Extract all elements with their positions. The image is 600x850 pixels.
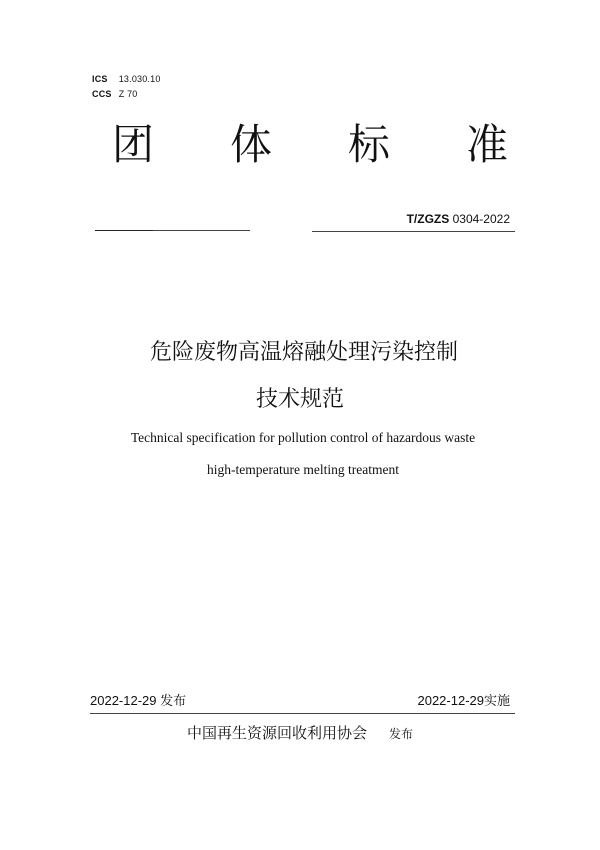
implementation-date-word: 实施	[483, 694, 510, 709]
title-english-line-2: high-temperature melting treatment	[207, 462, 399, 477]
ccs-code	[92, 89, 138, 99]
ics-value: 13.030.10	[118, 74, 161, 84]
ccs-label: CCS	[92, 89, 112, 99]
publisher	[0, 722, 600, 745]
issue-date	[90, 690, 186, 709]
title-english-line-1: Technical specification for pollution control of hazardous waste	[130, 430, 476, 445]
ics-code	[92, 74, 161, 84]
standard-type-char-2: 体	[229, 120, 272, 169]
standard-number-value: 0304-2022	[452, 212, 510, 226]
standard-type-char-1: 团	[112, 120, 155, 169]
ccs-value: Z 70	[118, 89, 138, 99]
standard-type-char-3: 标	[347, 120, 390, 169]
title-chinese-line-1: 危险废物高温熔融处理污染控制	[149, 340, 458, 365]
ics-label: ICS	[92, 74, 108, 84]
standard-number-prefix: T/ZGZS	[406, 212, 450, 226]
publisher-name: 中国再生资源回收利用协会	[186, 724, 367, 742]
issue-date-word: 发布	[160, 694, 187, 709]
publisher-word: 发布	[389, 727, 414, 741]
standard-type-heading	[112, 120, 508, 170]
header-divider-left-accent	[95, 230, 153, 231]
standard-type-char-4: 准	[465, 120, 508, 169]
header-divider-right	[312, 231, 515, 232]
issue-date-value: 2022-12-29	[90, 693, 157, 708]
implementation-date	[417, 690, 510, 709]
implementation-date-value: 2022-12-29	[417, 693, 484, 708]
footer-divider	[90, 713, 515, 714]
title-chinese-line-2: 技术规范	[255, 387, 344, 412]
standard-number	[407, 212, 510, 226]
